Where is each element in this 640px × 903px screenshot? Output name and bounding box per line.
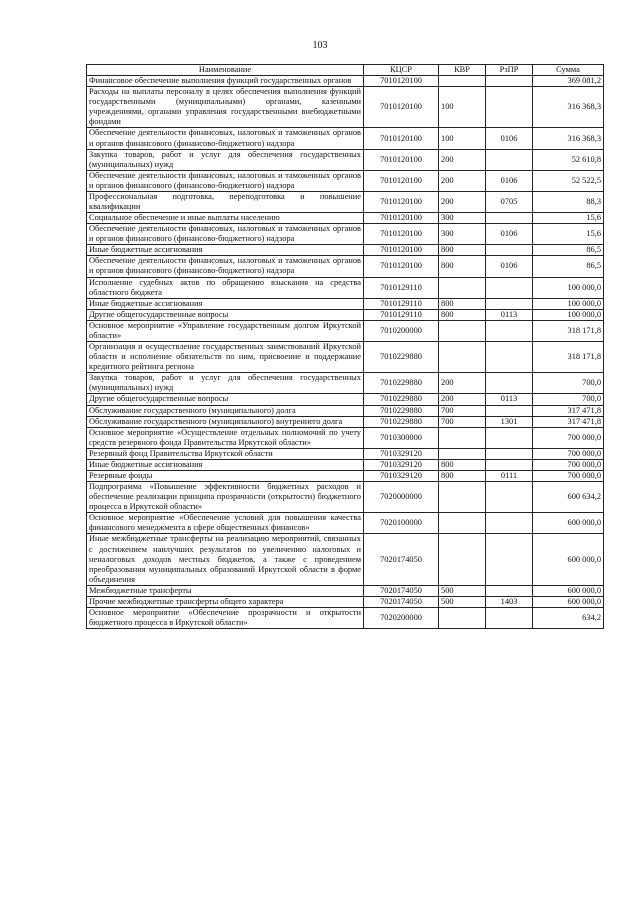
table-row [87,534,604,585]
table-row [87,149,604,170]
cell-sum: 700,0 [533,373,604,394]
cell-name: Расходы на выплаты персоналу в целях обеспечения выполнения функций государственными (муниципальными) органами, казенными учреждениями, органами управления государственными внебюджетными фондами [87,87,364,128]
header-kvr: КВР [439,65,486,76]
cell-name: Исполнение судебных актов по обращению взыскания на средства областного бюджета [87,277,364,298]
cell-name: Обслуживание государственного (муниципального) внутреннего долга [87,416,364,427]
table-row [87,585,604,596]
cell-rzpr: 0106 [486,128,533,149]
cell-kcsr: 7010229880 [364,405,439,416]
cell-kcsr: 7010120100 [364,76,439,87]
cell-rzpr [486,448,533,459]
cell-kcsr: 7010120100 [364,256,439,277]
table-row [87,170,604,191]
cell-name: Обеспечение деятельности финансовых, налоговых и таможенных органов и органов финансового (финансово-бюджетного) надзора [87,256,364,277]
cell-sum: 700 000,0 [533,459,604,470]
table-row [87,298,604,309]
cell-sum: 600 000,0 [533,513,604,534]
cell-sum: 700 000,0 [533,470,604,481]
table-row [87,128,604,149]
cell-sum: 316 368,3 [533,128,604,149]
cell-kvr: 200 [439,394,486,405]
cell-kcsr: 7010200000 [364,320,439,341]
cell-sum: 316 368,3 [533,87,604,128]
table-row [87,224,604,245]
cell-sum: 52 522,5 [533,170,604,191]
cell-kvr [439,76,486,87]
cell-kcsr: 7010120100 [364,87,439,128]
cell-rzpr [486,342,533,373]
cell-kvr: 800 [439,309,486,320]
cell-rzpr [486,459,533,470]
cell-kcsr: 7010229880 [364,416,439,427]
table-row [87,191,604,212]
cell-rzpr [486,149,533,170]
header-row [87,65,604,76]
table-row [87,213,604,224]
cell-kcsr: 7020100000 [364,513,439,534]
cell-name: Подпрограмма «Повышение эффективности бюджетных расходов и обеспечение реализации принципа прозрачности (открытости) бюджетного процесса в Иркутской области» [87,482,364,513]
cell-kcsr: 7020174050 [364,585,439,596]
cell-rzpr [486,373,533,394]
cell-sum: 100 000,0 [533,298,604,309]
cell-rzpr [486,298,533,309]
cell-kcsr: 7010129110 [364,298,439,309]
cell-kvr: 800 [439,245,486,256]
cell-name: Резервный фонд Правительства Иркутской области [87,448,364,459]
cell-sum: 700 000,0 [533,427,604,448]
cell-sum: 86,5 [533,245,604,256]
header-rzpr: РзПР [486,65,533,76]
cell-kcsr: 7010129110 [364,309,439,320]
cell-sum: 600 000,0 [533,596,604,607]
budget-table [86,64,604,629]
cell-kvr: 200 [439,373,486,394]
cell-name: Иные бюджетные ассигнования [87,298,364,309]
cell-kcsr: 7010120100 [364,213,439,224]
table-row [87,470,604,481]
page-number: 103 [312,40,328,51]
cell-name: Обеспечение деятельности финансовых, налоговых и таможенных органов и органов финансового (финансово-бюджетного) надзора [87,170,364,191]
table-row [87,87,604,128]
cell-sum: 700 000,0 [533,448,604,459]
table-row [87,607,604,628]
cell-name: Другие общегосударственные вопросы [87,309,364,320]
cell-kvr: 200 [439,170,486,191]
cell-rzpr [486,405,533,416]
cell-sum: 700,0 [533,394,604,405]
cell-sum: 88,3 [533,191,604,212]
table-row [87,448,604,459]
cell-kcsr: 7010300000 [364,427,439,448]
cell-rzpr: 0106 [486,224,533,245]
cell-kvr: 700 [439,405,486,416]
cell-kvr: 300 [439,224,486,245]
table-row [87,427,604,448]
table-row [87,405,604,416]
table-row [87,394,604,405]
cell-name: Закупка товаров, работ и услуг для обеспечения государственных (муниципальных) нужд [87,373,364,394]
cell-kcsr: 7020174050 [364,596,439,607]
cell-name: Иные бюджетные ассигнования [87,459,364,470]
cell-name: Основное мероприятие «Осуществление отдельных полномочий по учету средств резервного фонда Правительства Иркутской области» [87,427,364,448]
table-row [87,416,604,427]
cell-kvr [439,534,486,585]
cell-sum: 100 000,0 [533,277,604,298]
cell-sum: 369 081,2 [533,76,604,87]
cell-kcsr: 7010120100 [364,191,439,212]
cell-rzpr [486,213,533,224]
header-kcsr: КЦСР [364,65,439,76]
cell-kvr [439,320,486,341]
cell-kcsr: 7010329120 [364,459,439,470]
cell-name: Иные бюджетные ассигнования [87,245,364,256]
cell-rzpr [486,320,533,341]
cell-name: Обеспечение деятельности финансовых, налоговых и таможенных органов и органов финансового (финансово-бюджетного) надзора [87,128,364,149]
header-name: Наименование [87,65,364,76]
cell-kvr: 200 [439,191,486,212]
cell-sum: 52 610,8 [533,149,604,170]
cell-sum: 318 171,8 [533,342,604,373]
cell-sum: 318 171,8 [533,320,604,341]
table-body [87,76,604,629]
cell-kvr: 300 [439,213,486,224]
table-row [87,342,604,373]
cell-kcsr: 7010229880 [364,394,439,405]
cell-sum: 600 000,0 [533,534,604,585]
cell-kvr: 800 [439,470,486,481]
cell-name: Обслуживание государственного (муниципального) долга [87,405,364,416]
cell-kvr: 100 [439,128,486,149]
cell-sum: 600 000,0 [533,585,604,596]
table-row [87,320,604,341]
cell-name: Другие общегосударственные вопросы [87,394,364,405]
cell-kcsr: 7020000000 [364,482,439,513]
cell-kvr: 200 [439,149,486,170]
table-header [87,65,604,76]
cell-name: Обеспечение деятельности финансовых, налоговых и таможенных органов и органов финансового (финансово-бюджетного) надзора [87,224,364,245]
cell-sum: 634,2 [533,607,604,628]
cell-kcsr: 7020174050 [364,534,439,585]
cell-name: Иные межбюджетные трансферты на реализацию мероприятий, связанных с достижением наилучших результатов по увеличению налоговых и неналоговых доходов местных бюджетов, а также с проведением преобразования муниципальных образований Иркутской области в форме объединения [87,534,364,585]
cell-kvr [439,427,486,448]
cell-rzpr: 1403 [486,596,533,607]
cell-name: Социальное обеспечение и иные выплаты населению [87,213,364,224]
table-row [87,373,604,394]
cell-kcsr: 7020200000 [364,607,439,628]
cell-rzpr [486,427,533,448]
cell-kvr [439,277,486,298]
cell-sum: 100 000,0 [533,309,604,320]
cell-kvr: 500 [439,596,486,607]
cell-rzpr [486,534,533,585]
cell-sum: 317 471,8 [533,405,604,416]
cell-rzpr: 0106 [486,256,533,277]
cell-kcsr: 7010229880 [364,373,439,394]
cell-name: Прочие межбюджетные трансферты общего характера [87,596,364,607]
cell-name: Закупка товаров, работ и услуг для обеспечения государственных (муниципальных) нужд [87,149,364,170]
table-row [87,277,604,298]
cell-kvr [439,448,486,459]
cell-name: Финансовое обеспечение выполнения функций государственных органов [87,76,364,87]
cell-kcsr: 7010120100 [364,170,439,191]
cell-kvr [439,513,486,534]
cell-kcsr: 7010120100 [364,245,439,256]
cell-name: Профессиональная подготовка, переподготовка и повышение квалификации [87,191,364,212]
cell-rzpr [486,513,533,534]
cell-sum: 317 471,8 [533,416,604,427]
cell-kcsr: 7010329120 [364,470,439,481]
cell-kvr: 100 [439,87,486,128]
table-row [87,482,604,513]
cell-sum: 15,6 [533,224,604,245]
cell-kcsr: 7010329120 [364,448,439,459]
cell-sum: 15,6 [533,213,604,224]
cell-rzpr: 0111 [486,470,533,481]
cell-rzpr: 0113 [486,394,533,405]
cell-name: Резервные фонды [87,470,364,481]
table-row [87,245,604,256]
header-sum: Сумма [533,65,604,76]
table-row [87,76,604,87]
cell-rzpr [486,482,533,513]
cell-name: Организация и осуществление государственных заимствований Иркутской области и исполнение обязательств по ним, присвоение и поддержание кредитного рейтинга региона [87,342,364,373]
table-row [87,256,604,277]
table-row [87,309,604,320]
table-row [87,596,604,607]
cell-rzpr [486,87,533,128]
cell-kvr [439,482,486,513]
cell-name: Основное мероприятие «Обеспечение прозрачности и открытости бюджетного процесса в Иркутской области» [87,607,364,628]
cell-kcsr: 7010120100 [364,224,439,245]
cell-rzpr [486,607,533,628]
table-row [87,513,604,534]
cell-rzpr [486,277,533,298]
cell-rzpr: 0705 [486,191,533,212]
table-row [87,459,604,470]
cell-rzpr [486,76,533,87]
cell-kvr: 800 [439,256,486,277]
cell-kvr [439,607,486,628]
cell-rzpr: 0106 [486,170,533,191]
cell-rzpr: 1301 [486,416,533,427]
cell-kcsr: 7010120100 [364,149,439,170]
cell-rzpr [486,245,533,256]
cell-kcsr: 7010229880 [364,342,439,373]
cell-name: Основное мероприятие «Обеспечение условий для повышения качества финансового менеджмента в сфере общественных финансов» [87,513,364,534]
cell-rzpr: 0113 [486,309,533,320]
cell-kvr: 500 [439,585,486,596]
cell-kvr: 800 [439,459,486,470]
cell-kcsr: 7010120100 [364,128,439,149]
cell-kvr: 700 [439,416,486,427]
cell-kvr: 800 [439,298,486,309]
cell-kvr [439,342,486,373]
cell-name: Межбюджетные трансферты [87,585,364,596]
cell-sum: 86,5 [533,256,604,277]
cell-kcsr: 7010129110 [364,277,439,298]
cell-rzpr [486,585,533,596]
cell-name: Основное мероприятие «Управление государственным долгом Иркутской области» [87,320,364,341]
cell-sum: 600 634,2 [533,482,604,513]
